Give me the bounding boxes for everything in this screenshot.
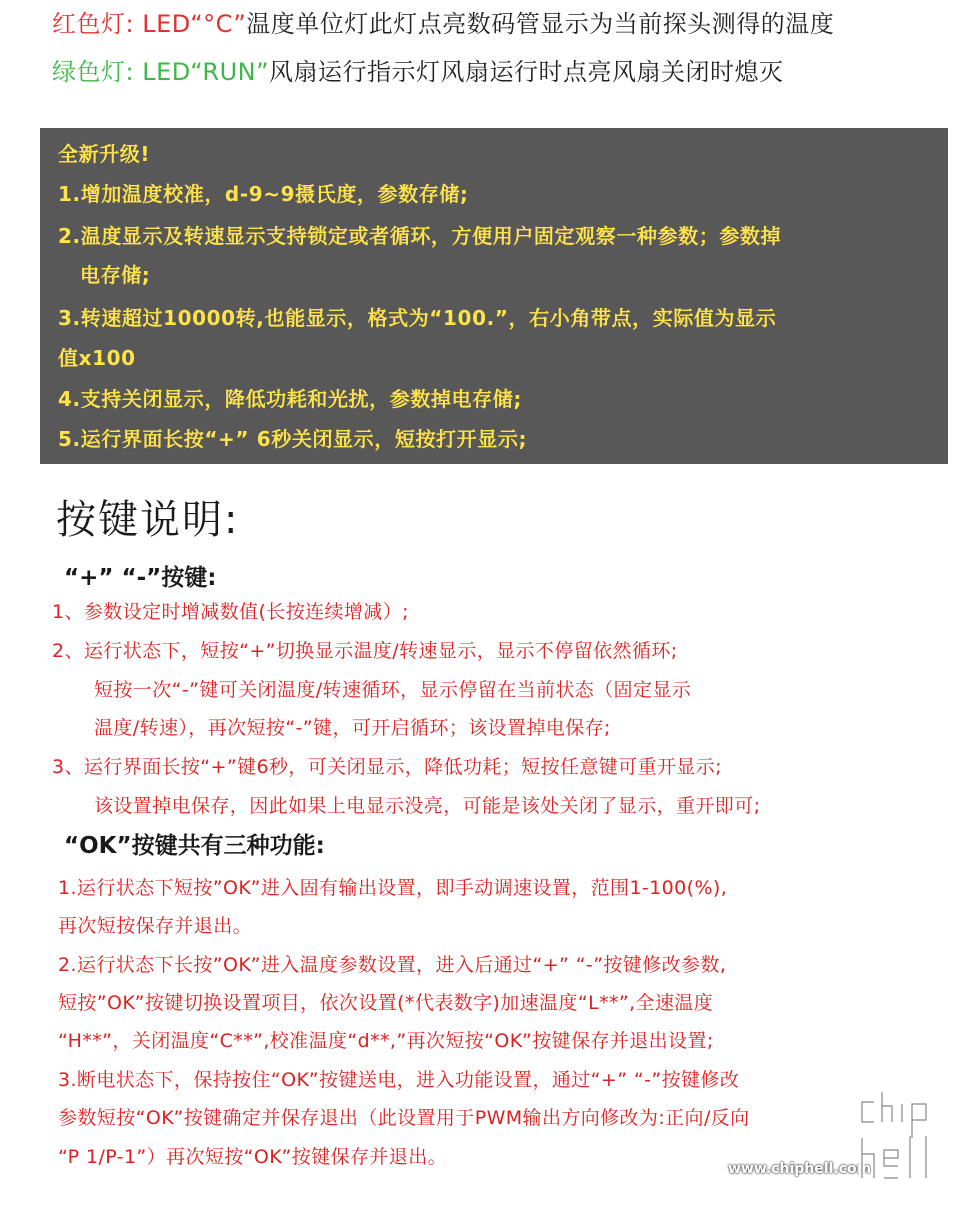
plus-minus-keys-title: “+” “-”按键: bbox=[64, 565, 217, 591]
red-led-description: 温度单位灯此灯点亮数码管显示为当前探头测得的温度 bbox=[246, 10, 835, 38]
upgrade-heading: 全新升级! bbox=[58, 142, 151, 166]
key-instructions-title: 按键说明: bbox=[56, 497, 240, 543]
watermark-site: www.chiphell.com bbox=[728, 1161, 872, 1177]
plus-minus-rule: 2、运行状态下，短按“+”切换显示温度/转速显示，显示不停留依然循环; bbox=[52, 640, 678, 662]
plus-minus-rule-continued: 短按一次“-”键可关闭温度/转速循环，显示停留在当前状态（固定显示 bbox=[94, 679, 692, 701]
ok-key-rule: 3.断电状态下，保持按住“OK”按键送电，进入功能设置，通过“+” “-”按键修改 bbox=[58, 1069, 740, 1091]
ok-key-rule-continued: 短按”OK”按键切换设置项目，依次设置(*代表数字)加速温度“L**”,全速温度 bbox=[58, 992, 714, 1014]
legend-green-led bbox=[52, 56, 784, 88]
upgrade-item-continued: 值x100 bbox=[58, 346, 136, 370]
legend-red-led bbox=[52, 8, 834, 40]
upgrade-item: 2.温度显示及转速显示支持锁定或者循环，方便用户固定观察一种参数；参数掉 bbox=[58, 224, 782, 248]
green-led-description: 风扇运行指示灯风扇运行时点亮风扇关闭时熄灭 bbox=[269, 58, 784, 86]
plus-minus-rule-continued: 温度/转速），再次短按“-”键，可开启循环；该设置掉电保存; bbox=[94, 717, 611, 739]
ok-key-rule-continued: “H**”，关闭温度“C**”,校准温度“d**,”再次短按“OK”按键保存并退出设置; bbox=[58, 1030, 714, 1052]
ok-key-rule-continued: 参数短按“OK”按键确定并保存退出（此设置用于PWM输出方向修改为:正向/反向 bbox=[58, 1107, 750, 1129]
ok-key-rule-continued: “P 1/P-1”）再次短按“OK”按键保存并退出。 bbox=[58, 1146, 447, 1168]
upgrade-item: 3.转速超过10000转,也能显示，格式为“100.”，右小角带点，实际值为显示 bbox=[58, 306, 777, 330]
ok-key-rule-continued: 再次短按保存并退出。 bbox=[58, 915, 253, 937]
upgrade-notes-box bbox=[40, 128, 948, 464]
plus-minus-rule: 3、运行界面长按“+”键6秒，可关闭显示，降低功耗；短按任意键可重开显示; bbox=[52, 756, 722, 778]
plus-minus-rule-continued: 该设置掉电保存，因此如果上电显示没亮，可能是该处关闭了显示，重开即可; bbox=[94, 795, 761, 817]
ok-key-title: “OK”按键共有三种功能: bbox=[64, 833, 325, 859]
green-led-label: 绿色灯: LED“RUN” bbox=[52, 58, 270, 86]
upgrade-item: 4.支持关闭显示，降低功耗和光扰，参数掉电存储; bbox=[58, 387, 522, 411]
red-led-label: 红色灯: LED“°C” bbox=[52, 10, 247, 38]
upgrade-item-continued: 电存储; bbox=[80, 263, 151, 287]
upgrade-item: 1.增加温度校准，d-9~9摄氏度，参数存储; bbox=[58, 182, 469, 206]
ok-key-rule: 1.运行状态下短按”OK”进入固有输出设置，即手动调速设置，范围1-100(%), bbox=[58, 877, 728, 899]
ok-key-rule: 2.运行状态下长按”OK”进入温度参数设置，进入后通过“+” “-”按键修改参数, bbox=[58, 954, 727, 976]
plus-minus-rule: 1、参数设定时增减数值(长按连续增减）; bbox=[52, 601, 409, 623]
chiphell-logo-icon bbox=[852, 1088, 948, 1188]
upgrade-item: 5.运行界面长按“+” 6秒关闭显示，短按打开显示; bbox=[58, 427, 528, 451]
